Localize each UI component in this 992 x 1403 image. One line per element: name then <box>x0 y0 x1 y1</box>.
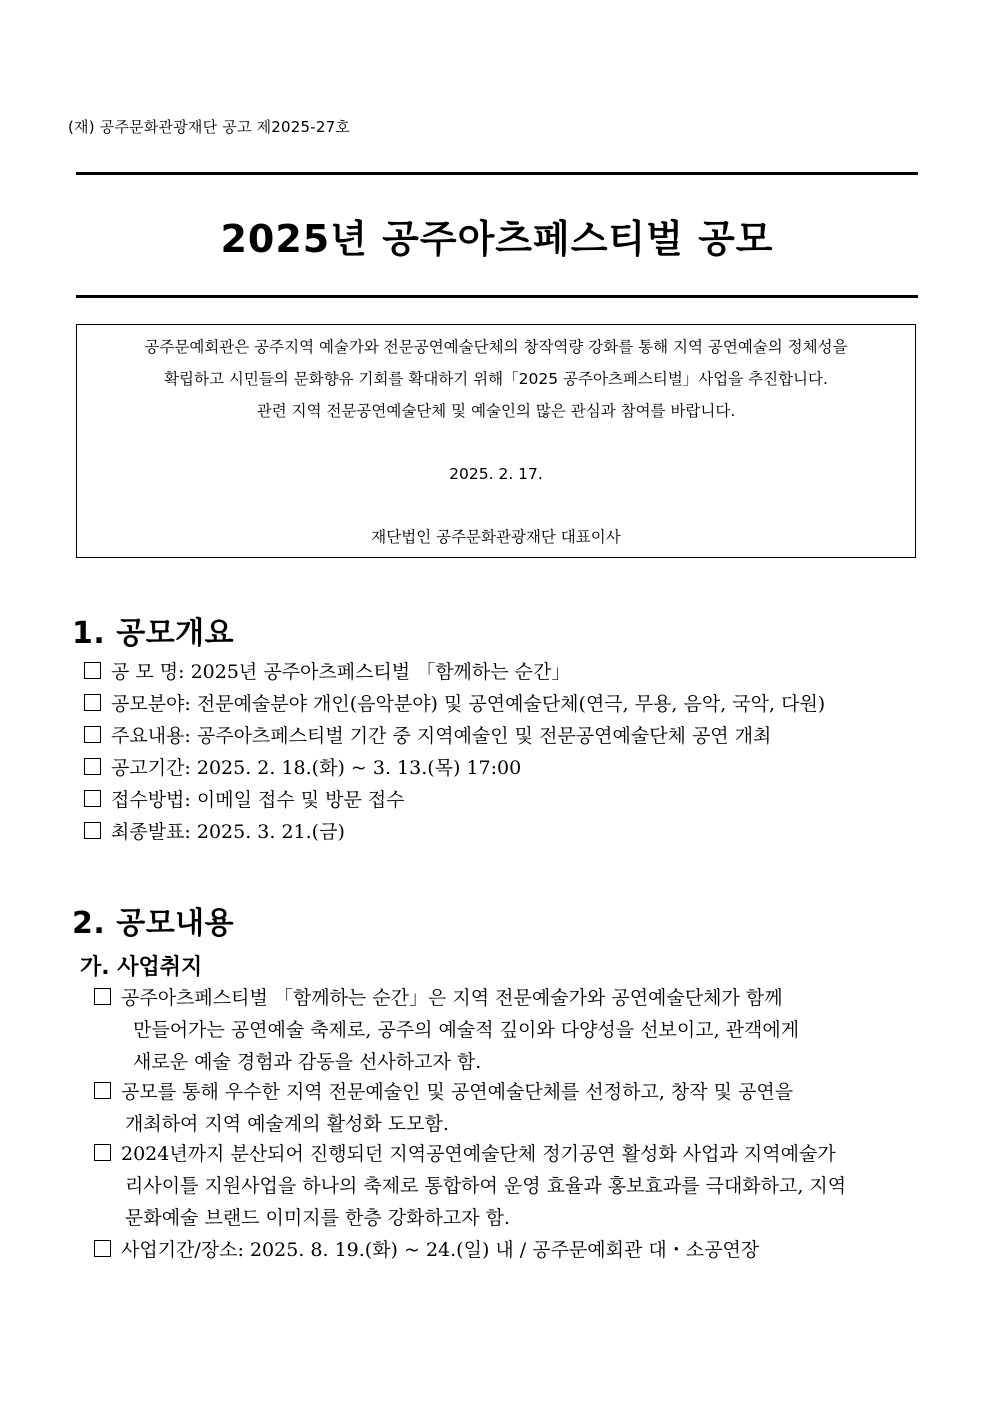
purpose-line: 만들어가는 공연예술 축제로, 공주의 예술적 깊이와 다양성을 선보이고, 관객에게 <box>133 1019 800 1041</box>
overview-item <box>84 721 771 748</box>
intro-line: 공주문예회관은 공주지역 예술가와 전문공연예술단체의 창작역량 강화를 통해 지역 공연예술의 정체성을 <box>144 338 848 356</box>
purpose-item <box>94 1077 793 1104</box>
title-top-rule <box>76 172 918 175</box>
overview-item-text: 공 모 명: 2025년 공주아츠페스티벌 「함께하는 순간」 <box>111 661 571 683</box>
checkbox-icon <box>84 662 101 679</box>
checkbox-icon <box>94 1240 111 1257</box>
overview-item-text: 최종발표: 2025. 3. 21.(금) <box>111 821 345 843</box>
checkbox-icon <box>84 822 101 839</box>
checkbox-icon <box>94 1082 111 1099</box>
overview-item-text: 공고기간: 2025. 2. 18.(화) ~ 3. 13.(목) 17:00 <box>111 757 522 779</box>
purpose-item <box>94 983 783 1010</box>
overview-item-text: 주요내용: 공주아츠페스티벌 기간 중 지역예술인 및 전문공연예술단체 공연 개최 <box>111 725 772 747</box>
intro-line: 확립하고 시민들의 문화향유 기회를 확대하기 위해「2025 공주아츠페스티벌」사업을 추진합니다. <box>164 370 828 388</box>
intro-issuer: 재단법인 공주문화관광재단 대표이사 <box>371 528 621 546</box>
notice-number: (재) 공주문화관광재단 공고 제2025-27호 <box>68 118 351 136</box>
purpose-line: 사업기간/장소: 2025. 8. 19.(화) ~ 24.(일) 내 / 공주문예회관 대・소공연장 <box>121 1239 760 1261</box>
purpose-line: 공주아츠페스티벌 「함께하는 순간」은 지역 전문예술가와 공연예술단체가 함께 <box>121 987 783 1009</box>
subsection-title: 가. 사업취지 <box>80 955 203 980</box>
purpose-line: 새로운 예술 경험과 감동을 선사하고자 함. <box>133 1051 482 1073</box>
overview-item <box>84 817 345 844</box>
intro-line: 관련 지역 전문공연예술단체 및 예술인의 많은 관심과 참여를 바랍니다. <box>256 402 736 420</box>
checkbox-icon <box>84 790 101 807</box>
checkbox-icon <box>94 988 111 1005</box>
checkbox-icon <box>84 726 101 743</box>
intro-box <box>76 324 916 558</box>
checkbox-icon <box>84 758 101 775</box>
purpose-item <box>94 1139 836 1166</box>
purpose-item <box>94 1235 759 1262</box>
overview-item <box>84 785 405 812</box>
purpose-line: 2024년까지 분산되어 진행되던 지역공연예술단체 정기공연 활성화 사업과 지역예술가 <box>121 1143 836 1165</box>
purpose-line: 공모를 통해 우수한 지역 전문예술인 및 공연예술단체를 선정하고, 창작 및 공연을 <box>121 1081 794 1103</box>
purpose-line: 개최하여 지역 예술계의 활성화 도모함. <box>125 1113 449 1135</box>
section-1-title: 1. 공모개요 <box>72 616 235 651</box>
overview-item <box>84 657 570 684</box>
overview-item <box>84 689 825 716</box>
title-bottom-rule <box>76 295 918 298</box>
section-2-title: 2. 공모내용 <box>72 906 235 941</box>
overview-item-text: 공모분야: 전문예술분야 개인(음악분야) 및 공연예술단체(연극, 무용, 음악, 국악, 다원) <box>111 693 826 715</box>
page-title: 2025년 공주아츠페스티벌 공모 <box>220 217 774 261</box>
overview-item <box>84 753 521 780</box>
checkbox-icon <box>94 1144 111 1161</box>
overview-item-text: 접수방법: 이메일 접수 및 방문 접수 <box>111 789 405 811</box>
intro-date: 2025. 2. 17. <box>449 465 543 483</box>
purpose-line: 리사이틀 지원사업을 하나의 축제로 통합하여 운영 효율과 홍보효과를 극대화하고, 지역 <box>125 1175 847 1197</box>
purpose-line: 문화예술 브랜드 이미지를 한층 강화하고자 함. <box>125 1207 510 1229</box>
checkbox-icon <box>84 694 101 711</box>
